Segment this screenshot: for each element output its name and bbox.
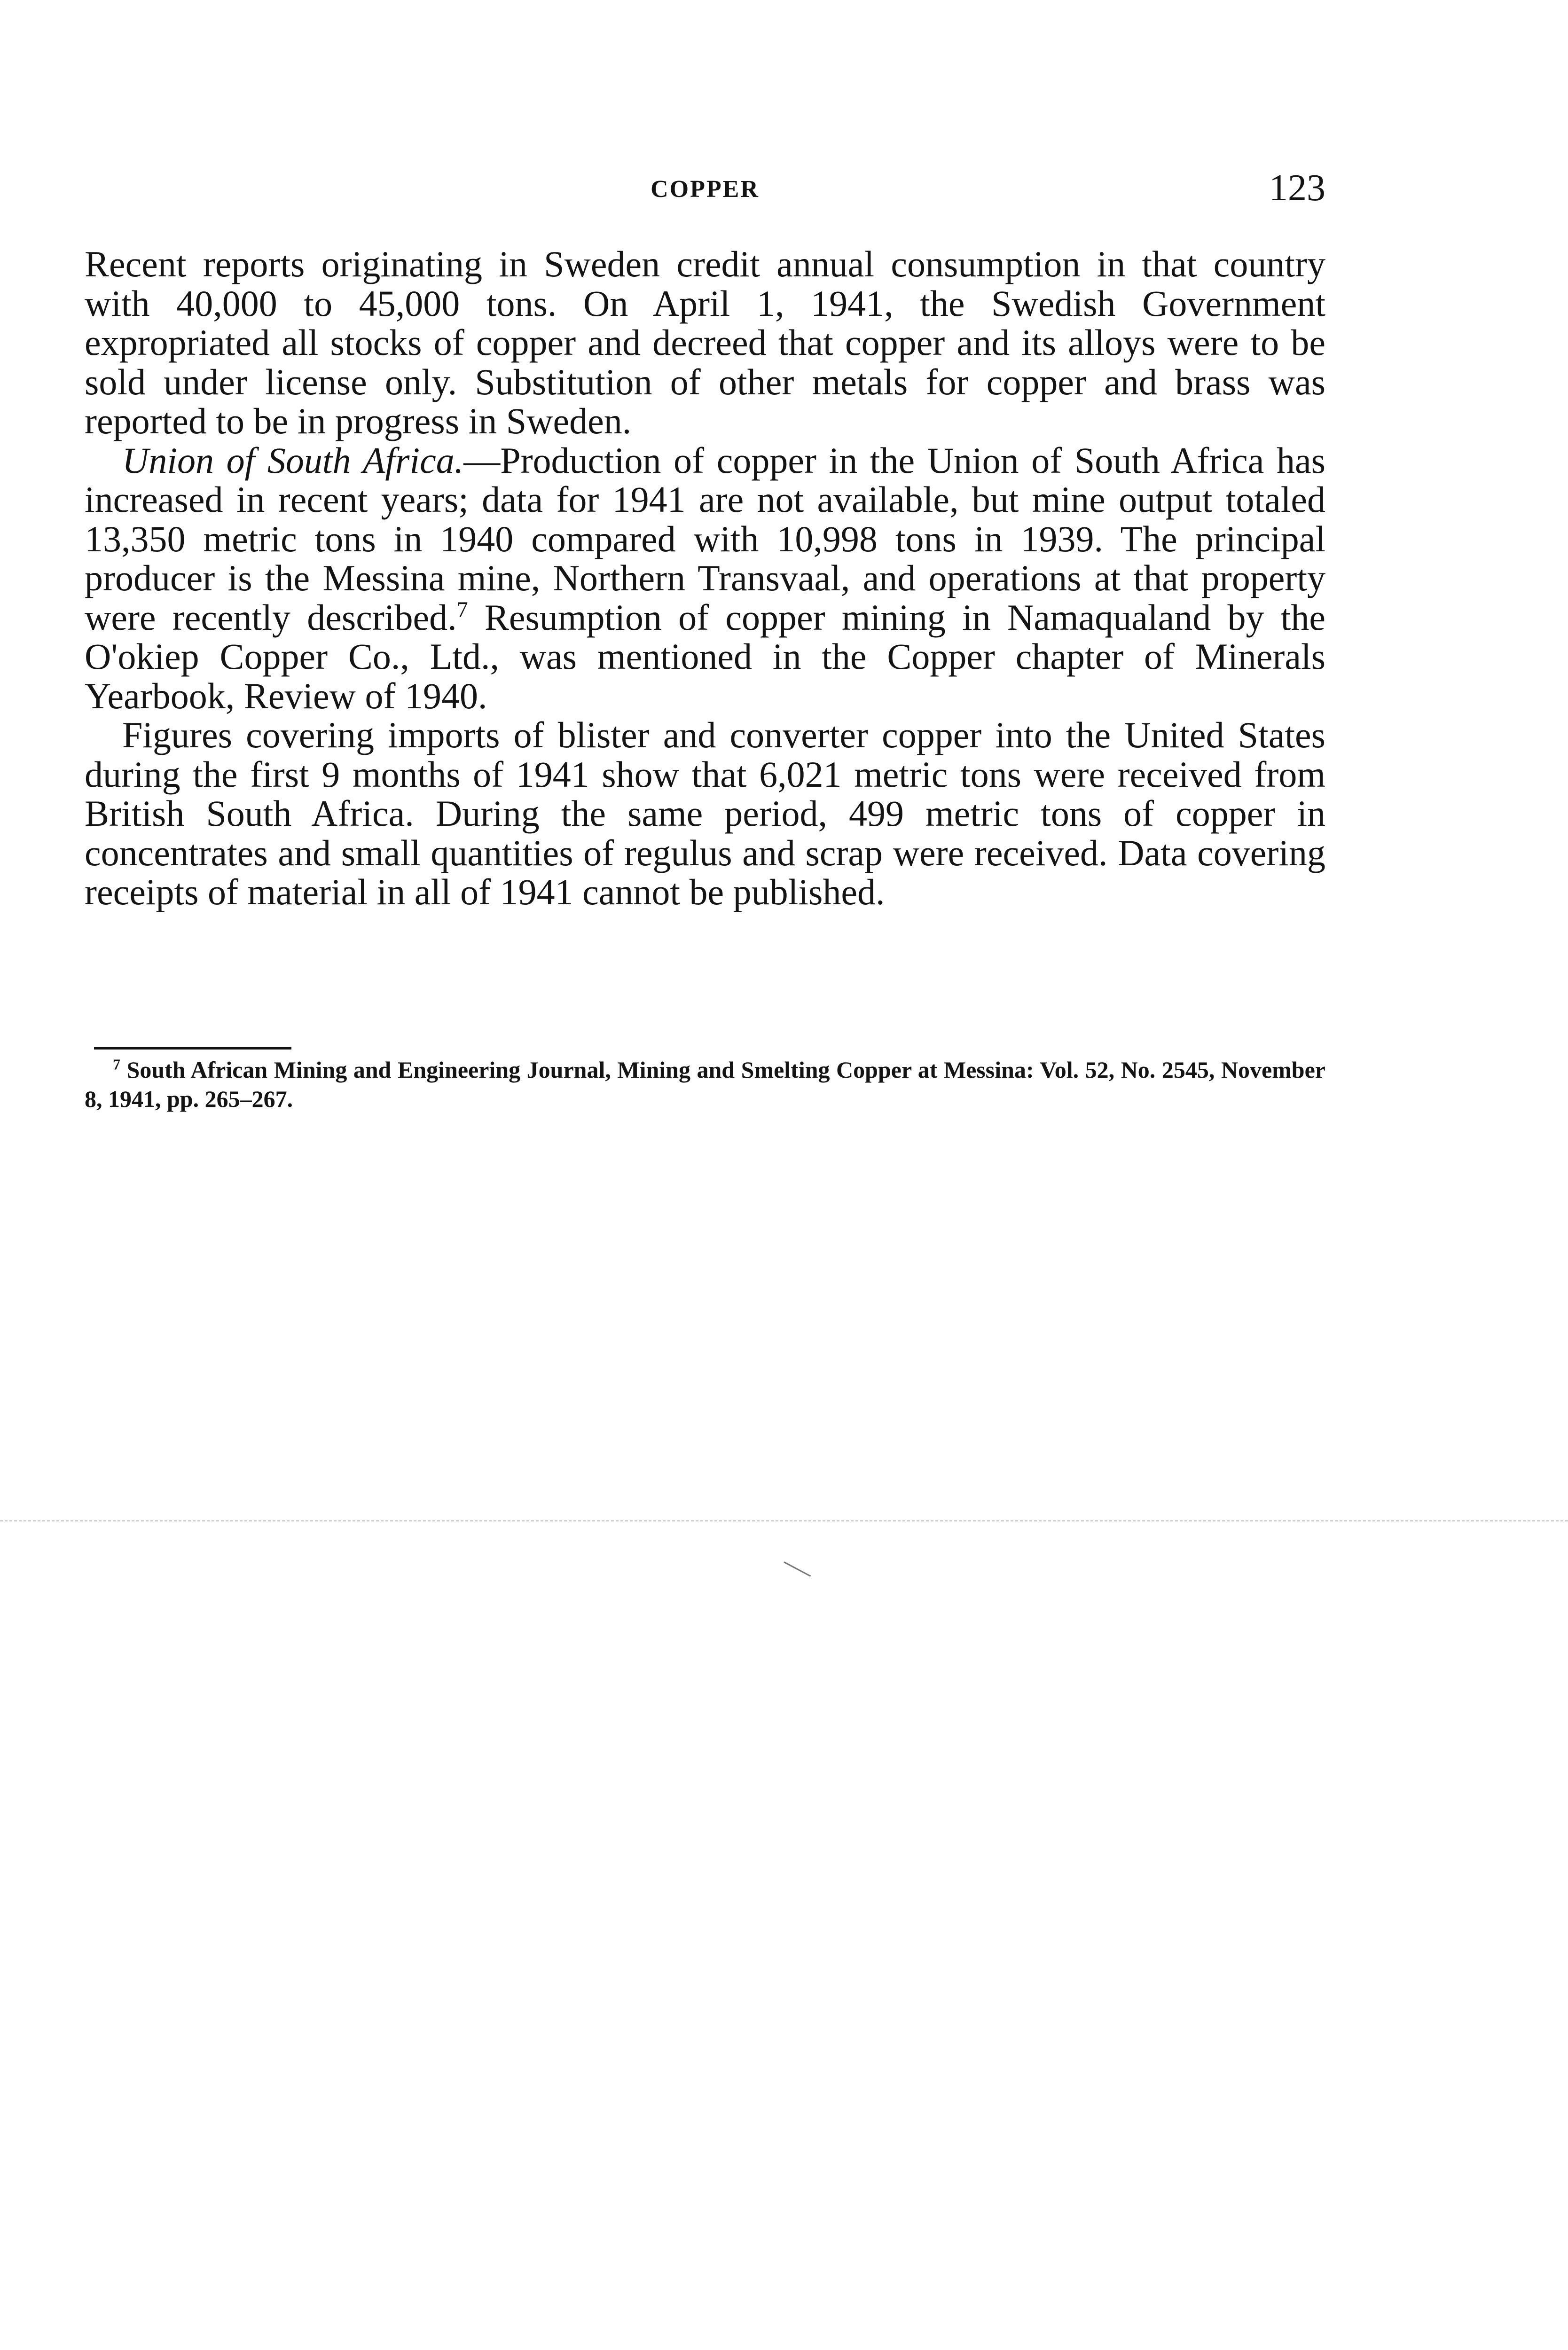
scan-artifact-line — [0, 1520, 1568, 1521]
footnote-reference[interactable]: 7 — [456, 597, 468, 622]
paragraph-south-africa-production — [85, 441, 1325, 716]
footnote — [85, 1055, 1325, 1113]
scan-artifact-mark — [784, 1561, 811, 1577]
paragraph-imports: Figures covering imports of blister and converter copper into the United States during the first 9 months of 1941 show that 6,021 metric tons were received from British South Africa. During the same period, 499 metric tons of copper in concentrates and small quantities of regulus and scrap were received. Data covering receipts of material in all of 1941 cannot be published. — [85, 714, 1325, 912]
page-number: 123 — [1269, 167, 1325, 209]
paragraph-text: —Production of copper in the Union of South Africa has increased in recent years; data for 1941 are not available, but mine output totaled 13,350 metric tons in 1940 compared with 10,998 tons in 1939. The principal producer is the Messina mine, Northern Transvaal, and operations at that property were recently described. — [85, 439, 1325, 638]
section-heading-union-of-south-africa: Union of South Africa. — [122, 439, 464, 481]
footnote-marker: 7 — [113, 1056, 120, 1073]
paragraph-text: Resumption of copper mining in Namaqualand by the O'okiep Copper Co., Ltd., was mentioned in the Copper chapter of Minerals Yearbook, Review of 1940. — [85, 596, 1325, 716]
running-head — [85, 167, 1325, 209]
chapter-title: COPPER — [651, 176, 760, 203]
footnote-divider — [94, 1047, 291, 1050]
footnote-text: South African Mining and Engineering Journal, Mining and Smelting Copper at Messina: Vol. 52, No. 2545, November 8, 1941, pp. 265–267. — [85, 1057, 1326, 1112]
paragraph-sweden: Recent reports originating in Sweden credit annual consumption in that country with 40,000 to 45,000 tons. On April 1, 1941, the Swedish Government expropriated all stocks of copper and decreed that copper and its alloys were to be sold under license only. Substitution of other metals for copper and brass was reported to be in progress in Sweden. — [85, 243, 1325, 441]
body-text — [85, 244, 1325, 912]
